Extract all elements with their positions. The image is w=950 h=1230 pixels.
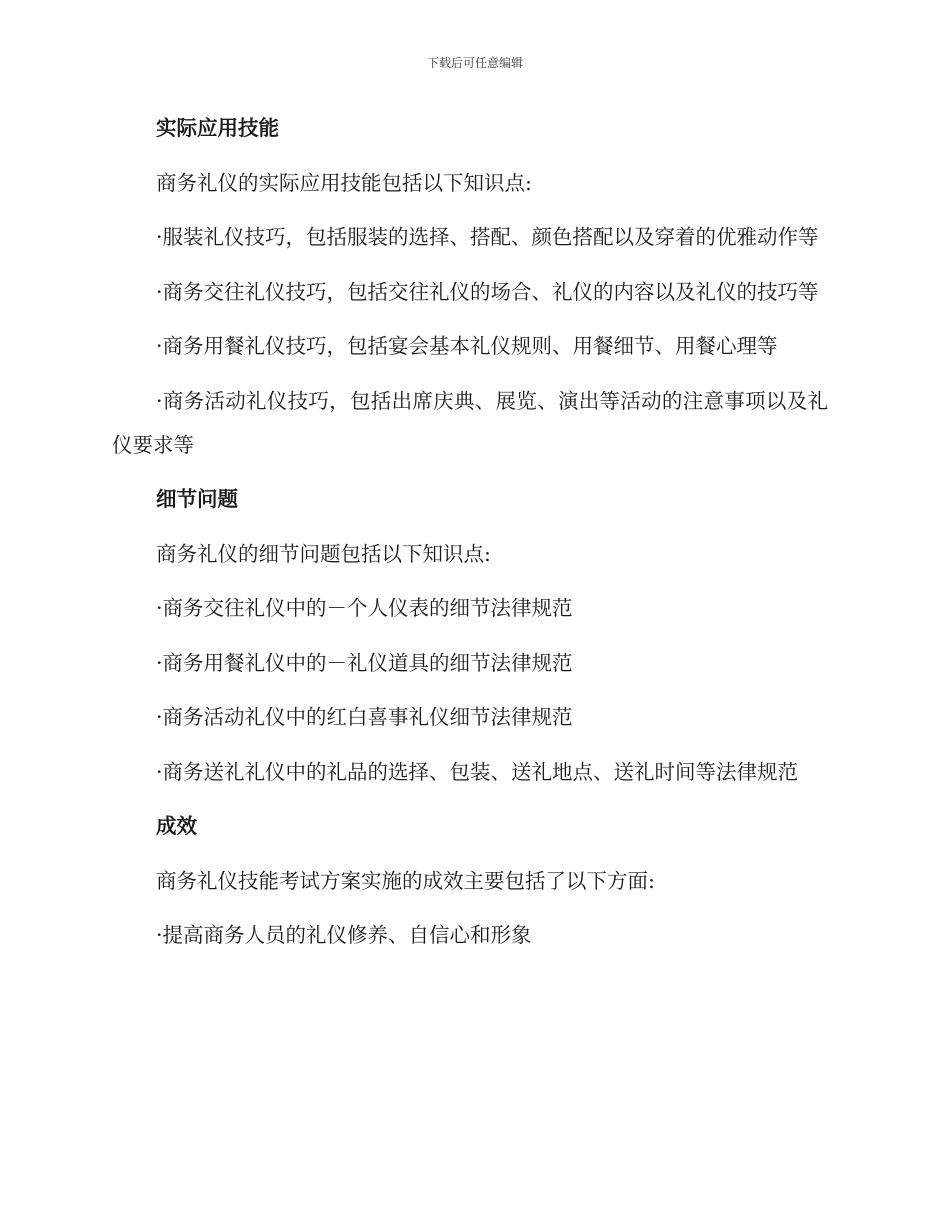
list-item: ·服装礼仪技巧，包括服装的选择、搭配、颜色搭配以及穿着的优雅动作等 [156, 225, 819, 249]
section-heading-practical-skills: 实际应用技能 [156, 116, 279, 140]
document-body [112, 106, 828, 968]
list-item: ·商务活动礼仪中的红白喜事礼仪细节法律规范 [156, 705, 573, 729]
section-intro: 商务礼仪的细节问题包括以下知识点: [156, 541, 491, 566]
list-item: ·商务交往礼仪中的－个人仪表的细节法律规范 [156, 596, 573, 620]
list-item: ·商务用餐礼仪中的－礼仪道具的细节法律规范 [156, 650, 573, 675]
list-item: ·商务交往礼仪技巧，包括交往礼仪的场合、礼仪的内容以及礼仪的技巧等 [156, 279, 819, 304]
section-intro: 商务礼仪技能考试方案实施的成效主要包括了以下方面: [156, 868, 655, 893]
page-header-note: 下载后可任意编辑 [426, 56, 523, 70]
list-item: ·商务送礼礼仪中的礼品的选择、包装、送礼地点、送礼时间等法律规范 [156, 759, 799, 784]
list-item: ·商务用餐礼仪技巧，包括宴会基本礼仪规则、用餐细节、用餐心理等 [156, 334, 778, 358]
list-item: ·商务活动礼仪技巧，包括出席庆典、展览、演出等活动的注意事项以及礼仪要求等 [112, 388, 828, 457]
section-intro: 商务礼仪的实际应用技能包括以下知识点: [156, 170, 532, 195]
section-heading-outcomes: 成效 [156, 814, 197, 838]
section-heading-details: 细节问题 [156, 487, 238, 511]
list-item: ·提高商务人员的礼仪修养、自信心和形象 [156, 923, 532, 947]
